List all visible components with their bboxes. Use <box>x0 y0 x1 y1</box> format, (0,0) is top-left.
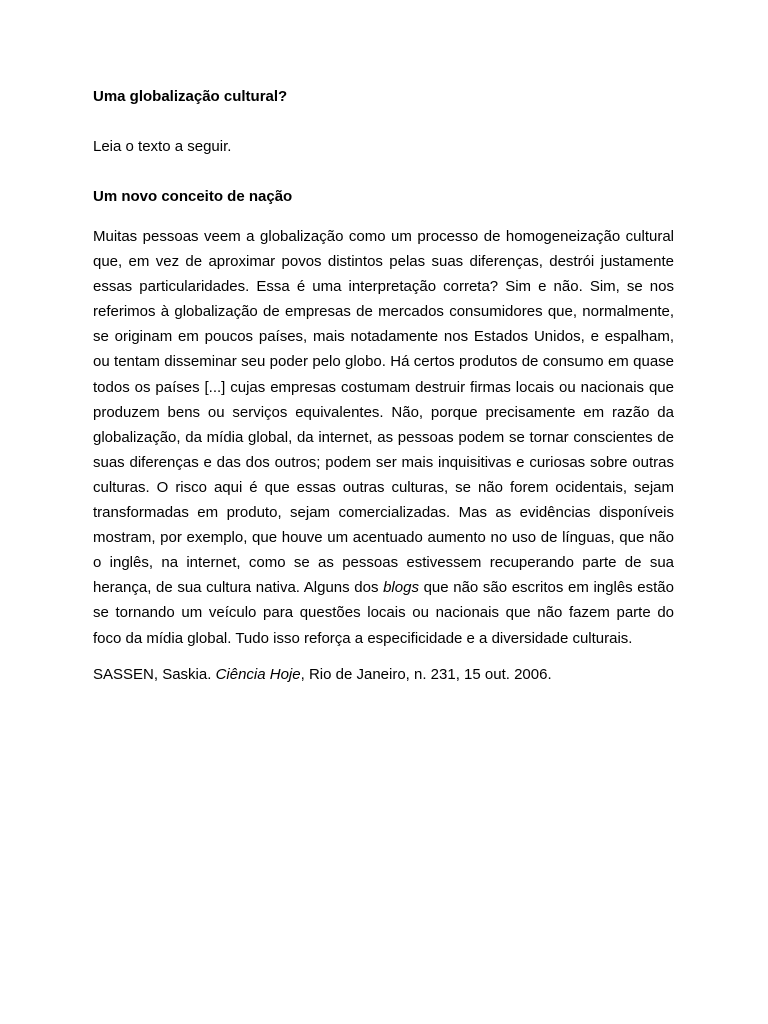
body-paragraph-part2: que não são escritos em inglês estão se tornando um veículo para questões locais ou nacionais que não fazem parte do foco da mídia global. Tudo isso reforça a especificidade e a diversidade culturais. <box>93 579 674 647</box>
intro-text: Leia o texto a seguir. <box>93 138 232 155</box>
body-paragraph <box>93 224 674 651</box>
body-paragraph-part1: Muitas pessoas veem a globalização como um processo de homogeneização cultural que, em vez de aproximar povos distintos pelas suas diferenças, destrói justamente essas particularidades. Essa é uma interpretação correta? Sim e não. Sim, se nos referimos à globalização de empresas de mercados consumidores que, normalmente, se originam em poucos países, mais notadamente nos Estados Unidos, e espalham, ou tentam disseminar seu poder pelo globo. Há certos produtos de consumo em quase todos os países [...] cujas empresas costumam destruir firmas locais ou nacionais que produzem bens ou serviços equivalentes. Não, porque precisamente em razão da globalização, da mídia global, da internet, as pessoas podem se tornar conscientes de suas diferenças e das dos outros; podem ser mais inquisitivas e curiosas sobre outras culturas. O risco aqui é que essas outras culturas, se não forem ocidentais, sejam transformadas em produto, sejam comercializadas. Mas as evidências disponíveis mostram, por exemplo, que houve um acentuado aumento no uso de línguas, que não o inglês, na internet, como se as pessoas estivessem recuperando parte de sua herança, de sua cultura nativa. Alguns dos <box>93 228 674 597</box>
citation-source: Ciência Hoje <box>215 665 301 683</box>
citation-details: , Rio de Janeiro, n. 231, 15 out. 2006. <box>300 665 552 683</box>
citation <box>93 665 674 685</box>
section-title: Um novo conceito de nação <box>93 188 293 205</box>
document-page <box>93 87 674 685</box>
body-paragraph-italic-term: blogs <box>383 579 419 597</box>
document-title: Uma globalização cultural? <box>93 88 288 105</box>
citation-author: SASSEN, Saskia. <box>93 665 216 683</box>
